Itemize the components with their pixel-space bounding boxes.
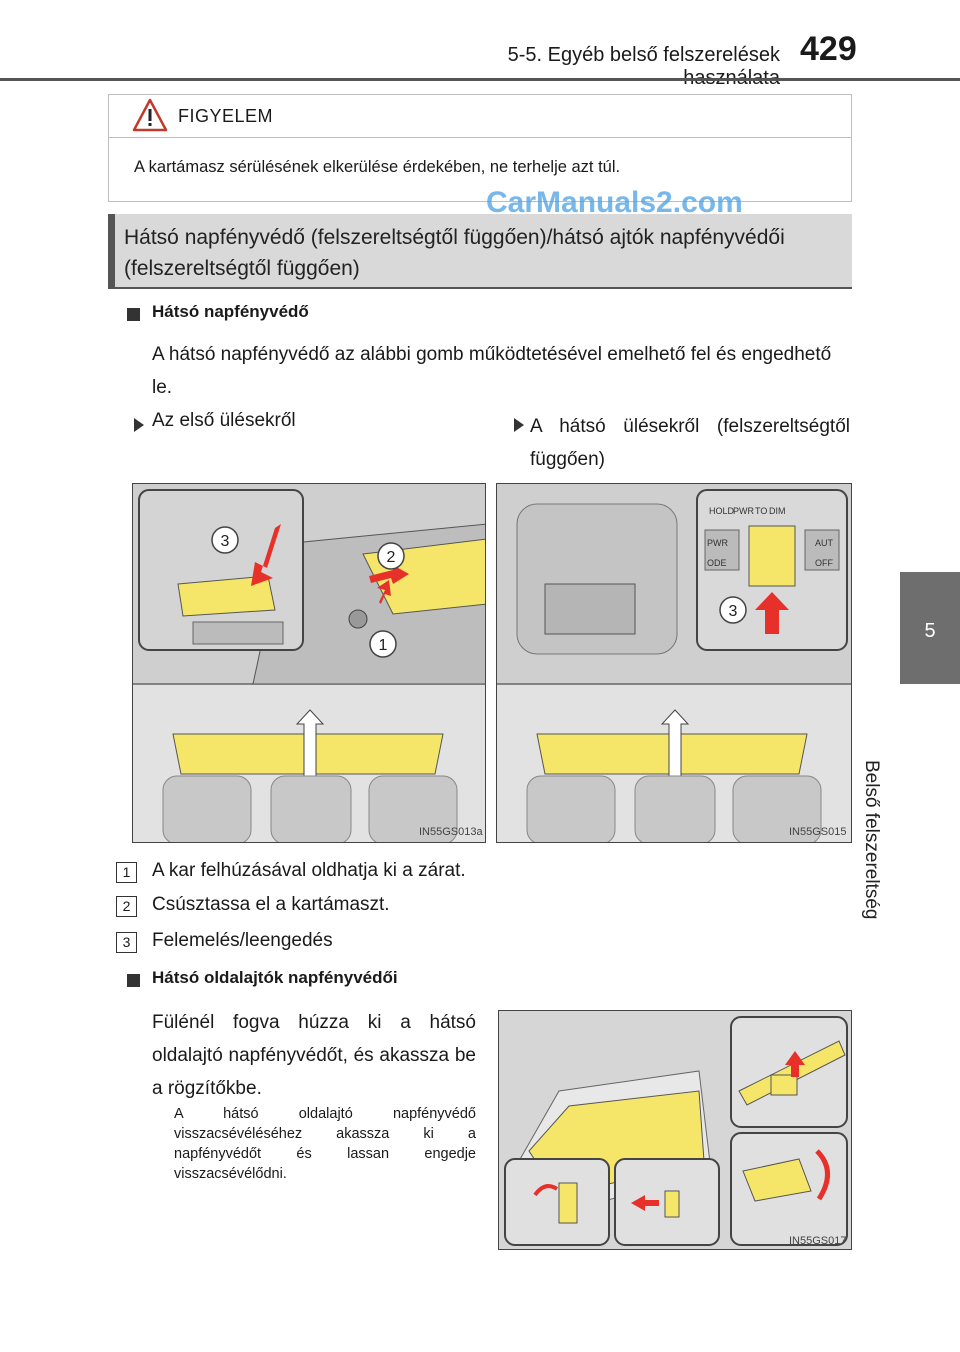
- step-text: Felemelés/leengedés: [152, 930, 333, 951]
- watermark: CarManuals2.com: [486, 186, 743, 219]
- step-number-badge: 3: [116, 932, 137, 953]
- figure-front-seats: [132, 483, 486, 843]
- step-text: A kar felhúzásával oldhatja ki a zárat.: [152, 860, 466, 881]
- section-heading-bar: [108, 214, 115, 288]
- switch-label: AUT: [815, 538, 833, 548]
- subsection-text: A hátsó napfényvédő az alábbi gomb működtetésével emelhető fel és engedhető le.: [152, 344, 832, 398]
- section-heading: Hátsó napfényvédő (felszereltségtől függően)/hátsó ajtók napfényvédői (felszereltségtől függően): [124, 226, 785, 280]
- warning-text: A kartámasz sérülésének elkerülése érdekében, ne terhelje azt túl.: [134, 158, 621, 176]
- figure-code: IN55GS013a: [419, 826, 483, 838]
- figure-side-door-illustration: [499, 1011, 852, 1250]
- warning-triangle-icon: [132, 98, 168, 132]
- subsection-text: Fülénél fogva húzza ki a hátsó oldalajtó napfényvédőt, és akassza be a rögzítőkbe.: [152, 1012, 476, 1099]
- switch-label: PWR: [733, 506, 754, 516]
- running-header-title: 5-5. Egyéb belső felszerelések: [507, 44, 780, 66]
- chapter-title: Belső felszereltség: [861, 760, 882, 920]
- figure-code: IN55GS017: [789, 1235, 847, 1247]
- step-text: Csúsztassa el a kartámaszt.: [152, 894, 390, 915]
- subsection-bullet: [127, 974, 140, 987]
- warning-label: FIGYELEM: [178, 106, 274, 126]
- page-number: 429: [800, 30, 857, 68]
- svg-text:3: 3: [728, 603, 738, 620]
- switch-label: OFF: [815, 558, 833, 568]
- figure-rear-seats: [496, 483, 852, 843]
- figure-code: IN55GS015: [789, 826, 847, 838]
- header-rule: [0, 78, 960, 81]
- column-left-heading: Az első ülésekről: [152, 410, 296, 431]
- figure-rear-seats-illustration: [497, 484, 852, 843]
- switch-label: HOLD: [709, 506, 735, 516]
- subsection-bullet: [127, 308, 140, 321]
- switch-label: PWR: [707, 538, 728, 548]
- figure-side-door-sunshades: [498, 1010, 852, 1250]
- warning-divider: [108, 137, 852, 138]
- column-marker-icon: [134, 418, 144, 432]
- switch-label: ODE: [707, 558, 727, 568]
- chapter-number: 5: [924, 620, 936, 642]
- subsection-title: Hátsó napfényvédő: [152, 302, 309, 321]
- subsection-title: Hátsó oldalajtók napfényvédői: [152, 968, 398, 987]
- step-number-badge: 2: [116, 896, 137, 917]
- svg-text:3: 3: [220, 533, 230, 550]
- switch-label: DIM: [769, 506, 786, 516]
- column-right-heading: A hátsó ülésekről (felszereltségtől függően): [530, 416, 850, 470]
- column-marker-icon: [514, 418, 524, 432]
- switch-label: TO: [755, 506, 768, 516]
- figure-front-seats-illustration: [133, 484, 486, 843]
- section-heading-rule: [108, 287, 852, 289]
- svg-text:1: 1: [378, 637, 388, 654]
- step-number-badge: 1: [116, 862, 137, 883]
- svg-text:2: 2: [386, 549, 396, 566]
- subsection-note: A hátsó oldalajtó napfényvédő visszacsévéléséhez akassza ki a napfényvédőt és lassan engedje visszacsévélődni.: [174, 1106, 476, 1182]
